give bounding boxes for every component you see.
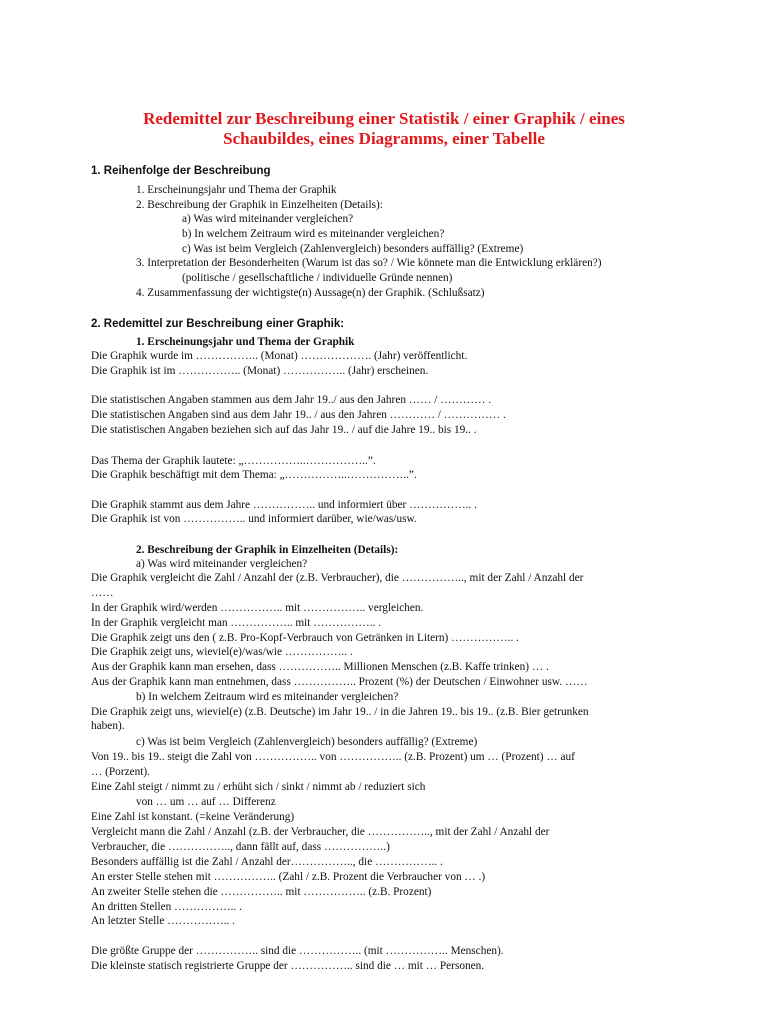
text-line: In der Graphik vergleicht man …………….. mit …………….. . <box>91 617 382 629</box>
text-line: Die größte Gruppe der …………….. sind die …………….. (mit …………….. Menschen). <box>91 945 504 957</box>
text-line: Die Graphik ist von …………….. und informiert darüber, wie/was/usw. <box>91 513 417 525</box>
document-title-line-1: Redemittel zur Beschreibung einer Statistik / einer Graphik / eines <box>143 109 625 128</box>
text-line: Das Thema der Graphik lautete: „……………..……………..”. <box>91 455 376 467</box>
text-line: Von 19.. bis 19.. steigt die Zahl von …………….. von …………….. (z.B. Prozent) um … (Prozent) … auf <box>91 751 575 763</box>
text-line: Die Graphik zeigt uns den ( z.B. Pro-Kopf-Verbrauch von Getränken in Litern) …………….. . <box>91 632 519 644</box>
text-line: … (Porzent). <box>91 766 150 778</box>
text-line: An letzter Stelle …………….. . <box>91 915 236 927</box>
text-line: Aus der Graphik kann man entnehmen, dass …………….. Prozent (%) der Deutschen / Einwohner usw. …… <box>91 676 588 688</box>
list-item: c) Was ist beim Vergleich (Zahlenvergleich) besonders auffällig? (Extreme) <box>182 243 524 255</box>
section-1-heading: 1. Reihenfolge der Beschreibung <box>91 165 271 177</box>
document-title-line-2: Schaubildes, eines Diagramms, einer Tabelle <box>223 129 545 148</box>
list-item: b) In welchem Zeitraum wird es miteinander vergleichen? <box>182 228 445 240</box>
list-item: 1. Erscheinungsjahr und Thema der Graphik <box>136 184 337 196</box>
text-line: von … um … auf … Differenz <box>136 796 276 808</box>
text-line: haben). <box>91 720 125 732</box>
list-item: 4. Zusammenfassung der wichtigste(n) Aussage(n) der Graphik. (Schlußsatz) <box>136 287 485 299</box>
text-line: An erster Stelle stehen mit …………….. (Zahl / z.B. Prozent die Verbraucher von … .) <box>91 871 486 883</box>
text-line: Die statistischen Angaben beziehen sich auf das Jahr 19.. / auf die Jahre 19.. bis 19.. . <box>91 424 477 436</box>
list-item: 2. Beschreibung der Graphik in Einzelheiten (Details): <box>136 199 383 211</box>
subsection-heading: 1. Erscheinungsjahr und Thema der Graphik <box>136 336 355 348</box>
text-line: An zweiter Stelle stehen die …………….. mit …………….. (z.B. Prozent) <box>91 886 432 898</box>
text-line: Die Graphik wurde im …………….. (Monat) ………………. (Jahr) veröffentlicht. <box>91 350 468 362</box>
text-line: b) In welchem Zeitraum wird es miteinander vergleichen? <box>136 691 399 703</box>
text-line: Verbraucher, die …………….., dann fällt auf, dass ……………..) <box>91 841 390 853</box>
text-line: Die statistischen Angaben sind aus dem Jahr 19.. / aus den Jahren ………… / …………… . <box>91 409 506 421</box>
text-line: Besonders auffällig ist die Zahl / Anzahl der…………….., die …………….. . <box>91 856 443 868</box>
text-line: In der Graphik wird/werden …………….. mit …………….. vergleichen. <box>91 602 424 614</box>
text-line: …… <box>91 587 114 599</box>
text-line: Die Graphik vergleicht die Zahl / Anzahl der (z.B. Verbraucher), die …………….., mit der Zahl / Anzahl der <box>91 572 584 584</box>
section-2-heading: 2. Redemittel zur Beschreibung einer Graphik: <box>91 318 345 330</box>
text-line: Vergleicht mann die Zahl / Anzahl (z.B. der Verbraucher, die …………….., mit der Zahl / Anzahl der <box>91 826 550 838</box>
text-line: Eine Zahl steigt / nimmt zu / erhüht sich / sinkt / nimmt ab / reduziert sich <box>91 781 426 793</box>
text-line: Die Graphik stammt aus dem Jahre …………….. und informiert über …………….. . <box>91 499 477 511</box>
subsection-heading: 2. Beschreibung der Graphik in Einzelheiten (Details): <box>136 544 399 556</box>
text-line: Die statistischen Angaben stammen aus dem Jahr 19../ aus den Jahren …… / ………… . <box>91 394 492 406</box>
text-line: c) Was ist beim Vergleich (Zahlenvergleich) besonders auffällig? (Extreme) <box>136 736 478 748</box>
text-line: Die Graphik beschäftigt mit dem Thema: „……………..……………..”. <box>91 469 417 481</box>
text-line: An dritten Stellen …………….. . <box>91 901 242 913</box>
text-line: Eine Zahl ist konstant. (=keine Veränderung) <box>91 811 295 823</box>
text-line: Die kleinste statisch registrierte Gruppe der …………….. sind die … mit … Personen. <box>91 960 485 972</box>
list-item: 3. Interpretation der Besonderheiten (Warum ist das so? / Wie könnete man die Entwicklung erklären?) <box>136 257 602 269</box>
text-line: Die Graphik zeigt uns, wieviel(e) (z.B. Deutsche) im Jahr 19.. / in die Jahren 19.. bis 19.. (z.B. Bier getrunken <box>91 706 589 718</box>
text-line: Die Graphik zeigt uns, wieviel(e)/was/wie …………….. . <box>91 646 353 658</box>
list-item: a) Was wird miteinander vergleichen? <box>182 213 354 225</box>
text-line: Aus der Graphik kann man ersehen, dass …………….. Millionen Menschen (z.B. Kaffe trinken) … . <box>91 661 549 673</box>
text-line: Die Graphik ist im …………….. (Monat) …………….. (Jahr) erscheinen. <box>91 365 429 377</box>
text-line: a) Was wird miteinander vergleichen? <box>136 558 308 570</box>
list-item: (politische / gesellschaftliche / individuelle Gründe nennen) <box>182 272 453 284</box>
